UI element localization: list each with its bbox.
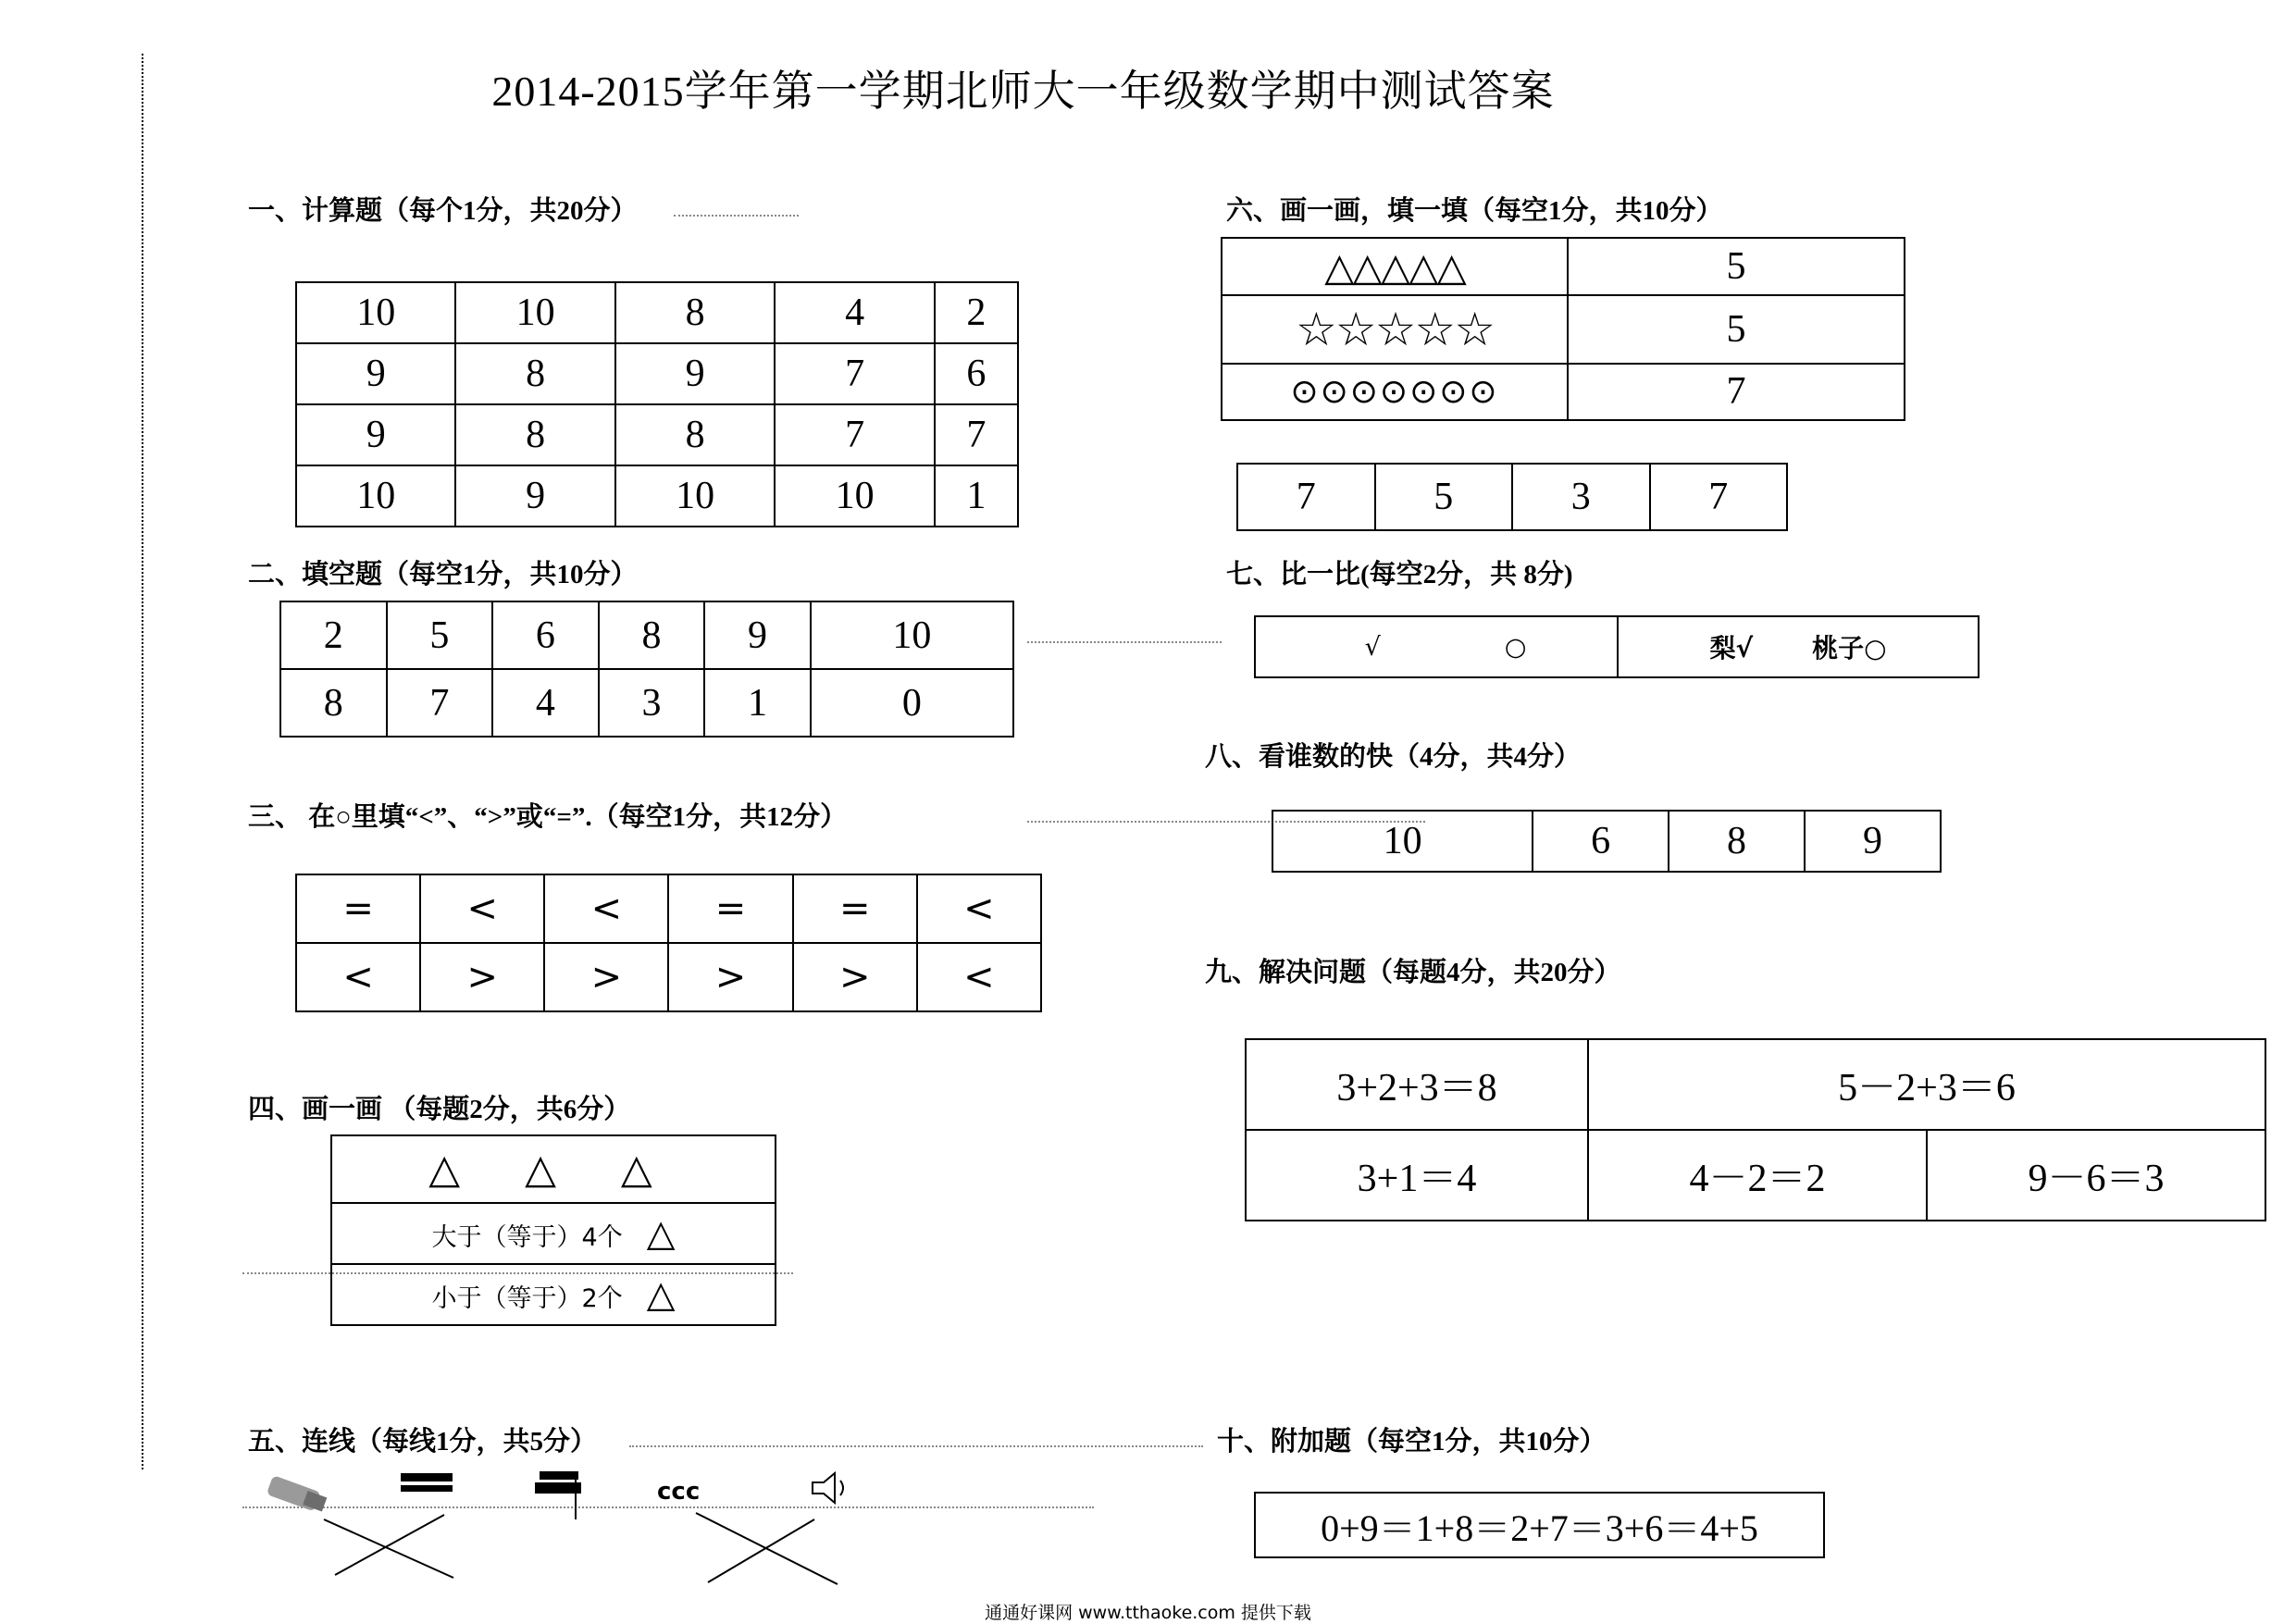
answer-cell: 4 [492,669,599,737]
dotted-leader [1027,641,1222,643]
answer-cell: 7 [935,404,1018,465]
answer-cell: 10 [775,465,934,527]
section-3-heading: 三、 在○里填“<”、“>”或“=”.（每空1分，共12分） [248,802,848,832]
less-than-label: 小于（等于）2个 [431,1283,623,1313]
stars-cell: ☆☆☆☆☆ [1222,295,1568,363]
matching-lines-figure [259,1462,888,1587]
circle-mark: ○ [1504,632,1527,662]
equation-cell: 4－2＝2 [1588,1130,1927,1221]
equation-cell: 9－6＝3 [1927,1130,2265,1221]
check-mark: √ [1364,632,1381,662]
answer-cell: 10 [296,282,455,343]
page-title: 2014-2015学年第一学期北师大一年级数学期中测试答案 [491,68,1555,115]
draw-count-table [1221,237,1905,421]
answer-cell: 7 [1237,464,1375,530]
section-2-heading: 二、填空题（每空1分，共10分） [248,560,638,589]
section-1-heading: 一、计算题（每个1分，共20分） [248,196,638,226]
answer-cell: = [668,874,792,943]
svg-text:ccc: ccc [657,1478,701,1506]
section-8-heading: 八、看谁数的快（4分，共4分） [1205,742,1582,772]
answer-cell: = [793,874,917,943]
answer-cell: 3 [1512,464,1650,530]
section-4-heading: 四、画一画 （每题2分，共6分） [248,1095,631,1124]
fill-count-table [1236,463,1788,531]
answer-cell: < [917,874,1041,943]
peach-answer: 桃子○ [1812,633,1887,663]
count-fast-table [1272,810,1942,873]
equation-cell: 3+2+3＝8 [1246,1039,1588,1130]
count-cell: 5 [1568,295,1905,363]
section-6-heading: 六、画一画，填一填（每空1分，共10分） [1226,196,1723,226]
word-problem-table [1245,1038,2266,1221]
pear-answer: 梨√ [1709,633,1754,663]
more-than-label: 大于（等于）4个 [431,1222,623,1252]
section-10-heading: 十、附加题（每空1分，共10分） [1217,1427,1607,1457]
answer-cell: 9 [1805,811,1941,872]
answer-cell: 8 [280,669,387,737]
section-9-heading: 九、解决问题（每题4分，共20分） [1205,958,1621,987]
tie-icon [401,1473,453,1492]
answer-cell: 9 [455,465,614,527]
answer-cell: 10 [615,465,775,527]
more-than-row [331,1203,776,1264]
answer-cell: 3 [599,669,705,737]
section-5-heading: 五、连线（每线1分，共5分） [248,1427,598,1457]
answer-cell: < [420,874,544,943]
answer-cell: 9 [296,404,455,465]
answer-cell: > [668,943,792,1011]
equation-cell: 3+1＝4 [1246,1130,1588,1221]
answer-cell: 8 [599,601,705,669]
bonus-equation: 0+9＝1+8＝2+7＝3+6＝4+5 [1255,1493,1824,1557]
answer-cell: 5 [387,601,493,669]
dotted-leader [674,215,799,217]
answer-cell: 6 [492,601,599,669]
dotted-leader [242,1272,793,1274]
answer-cell: 9 [296,343,455,404]
match-line [708,1519,814,1582]
draw-answer-table [330,1134,776,1326]
answer-cell: 8 [455,343,614,404]
answer-cell: 10 [811,601,1013,669]
answer-cell: 7 [775,404,934,465]
circles-cell: ⊙⊙⊙⊙⊙⊙⊙ [1222,364,1568,420]
answer-cell: 6 [935,343,1018,404]
answer-cell: 8 [615,404,775,465]
answer-cell: 8 [615,282,775,343]
count-cell: 7 [1568,364,1905,420]
bell-icon [535,1471,581,1519]
answer-cell: 10 [455,282,614,343]
answer-cell: 0 [811,669,1013,737]
compare-pick-table [1254,615,1980,678]
answer-cell: < [296,943,420,1011]
broom-icon [267,1475,328,1511]
answer-cell: < [544,874,668,943]
answer-cell: 7 [775,343,934,404]
answer-cell: 2 [935,282,1018,343]
answer-cell: 7 [387,669,493,737]
answer-cell: 10 [1272,811,1533,872]
triangles-cell: △△△△△ [1222,238,1568,295]
answer-cell: 7 [1650,464,1788,530]
answer-cell: 4 [775,282,934,343]
binding-margin-line [142,54,143,1469]
count-cell: 5 [1568,238,1905,295]
triangle-icon: △ [646,1211,676,1255]
bonus-table [1254,1492,1825,1558]
answer-cell: 6 [1533,811,1669,872]
answer-cell: 5 [1375,464,1513,530]
compare-cell-2 [1618,616,1979,677]
answer-cell: = [296,874,420,943]
answer-cell: 2 [280,601,387,669]
answer-cell: < [917,943,1041,1011]
answer-cell: 9 [615,343,775,404]
triangle-icon: △ [646,1272,676,1316]
answer-cell: 8 [455,404,614,465]
calc-answer-table [295,281,1019,527]
compare-answer-table [295,874,1042,1012]
answer-cell: > [420,943,544,1011]
compare-cell-1 [1255,616,1618,677]
match-line [324,1519,453,1578]
answer-cell: 1 [704,669,811,737]
equation-cell: 5－2+3＝6 [1588,1039,2265,1130]
dotted-leader [629,1445,1203,1447]
speaker-icon [813,1473,843,1503]
ribbon-icon [657,1478,700,1506]
section-7-heading: 七、比一比(每空2分，共 8分) [1226,560,1573,589]
answer-cell: 9 [704,601,811,669]
triangle-row: △ △ △ [331,1135,776,1203]
answer-cell: > [793,943,917,1011]
fill-blank-answer-table [279,601,1014,738]
answer-cell: 8 [1669,811,1805,872]
answer-cell: > [544,943,668,1011]
footer-credit: 通通好课网 www.tthaoke.com 提供下载 [985,1603,1311,1623]
answer-cell: 1 [935,465,1018,527]
answer-cell: 10 [296,465,455,527]
